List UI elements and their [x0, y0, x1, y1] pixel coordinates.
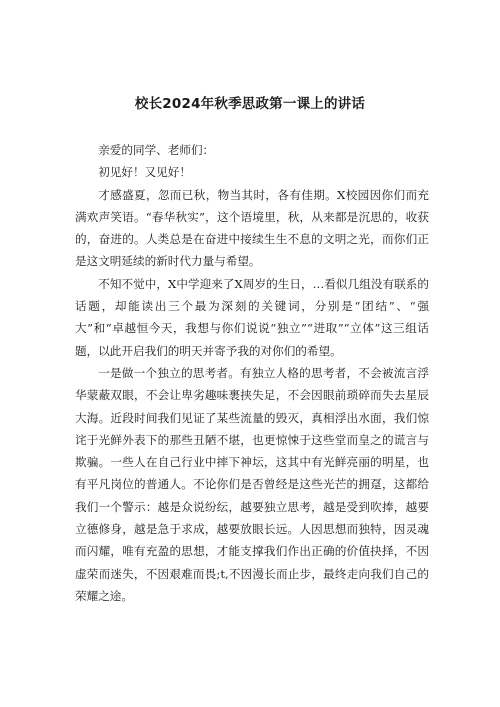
greeting: 初见好！又见好！ [98, 165, 191, 180]
paragraph: 不知不觉中，X中学迎来了X周岁的生日，…看似几组没有联系的话题，却能读出三个最为深刻的关键词，分别是“团结”、“强大”和“卓越恒今天，我想与你们说说“独立”“进取”“立体”这三组话题，以此开启我们的明天并寄予我的对你们的希望。 [75, 276, 429, 358]
paragraph: 一是做一个独立的思考者。有独立人格的思考者，不会被流言浮华蒙蔽双眼，不会让卑劣趣味裹挟失足，不会因眼前琐碎而失去星辰大海。近段时间我们见证了某些流量的毁灭，真相浮出水面，我们惊诧于光鲜外表下的那些丑陋不堪，也更惊悚于这些堂而皇之的谎言与欺骗。一些人在自己行业中摔下神坛，这其中有光鲜亮丽的明星，也有平凡岗位的普通人。不论你们是否曾经是这些光芒的拥趸，这都给我们一个警示：越是众说纷纭，越要独立思考，越是受到吹捧，越要立德修身，越是急于求成，越要放眼长远。人因思想而独特，因灵魂而闪耀，唯有充盈的思想，才能支撑我们作出正确的价值抉择，不因虚荣而迷失，不因艰难而畏;t,不因漫长而止步，最终走向我们自己的荣耀之途。 [75, 365, 429, 603]
salutation: 亲爱的同学、老师们： [98, 143, 215, 157]
document-body [75, 139, 429, 607]
paragraph: 才感盛夏，忽而已秋，物当其时，各有佳期。X校园因你们而充满欢声笑语。“春华秋实”，这个语境里，秋，从来都是沉思的，收获的，奋进的。人类总是在奋进中接续生生不息的文明之光，而你们正是这文明延续的新时代力量与希望。 [75, 187, 429, 269]
document-title: 校长2024年秋季思政第一课上的讲话 [134, 96, 366, 112]
